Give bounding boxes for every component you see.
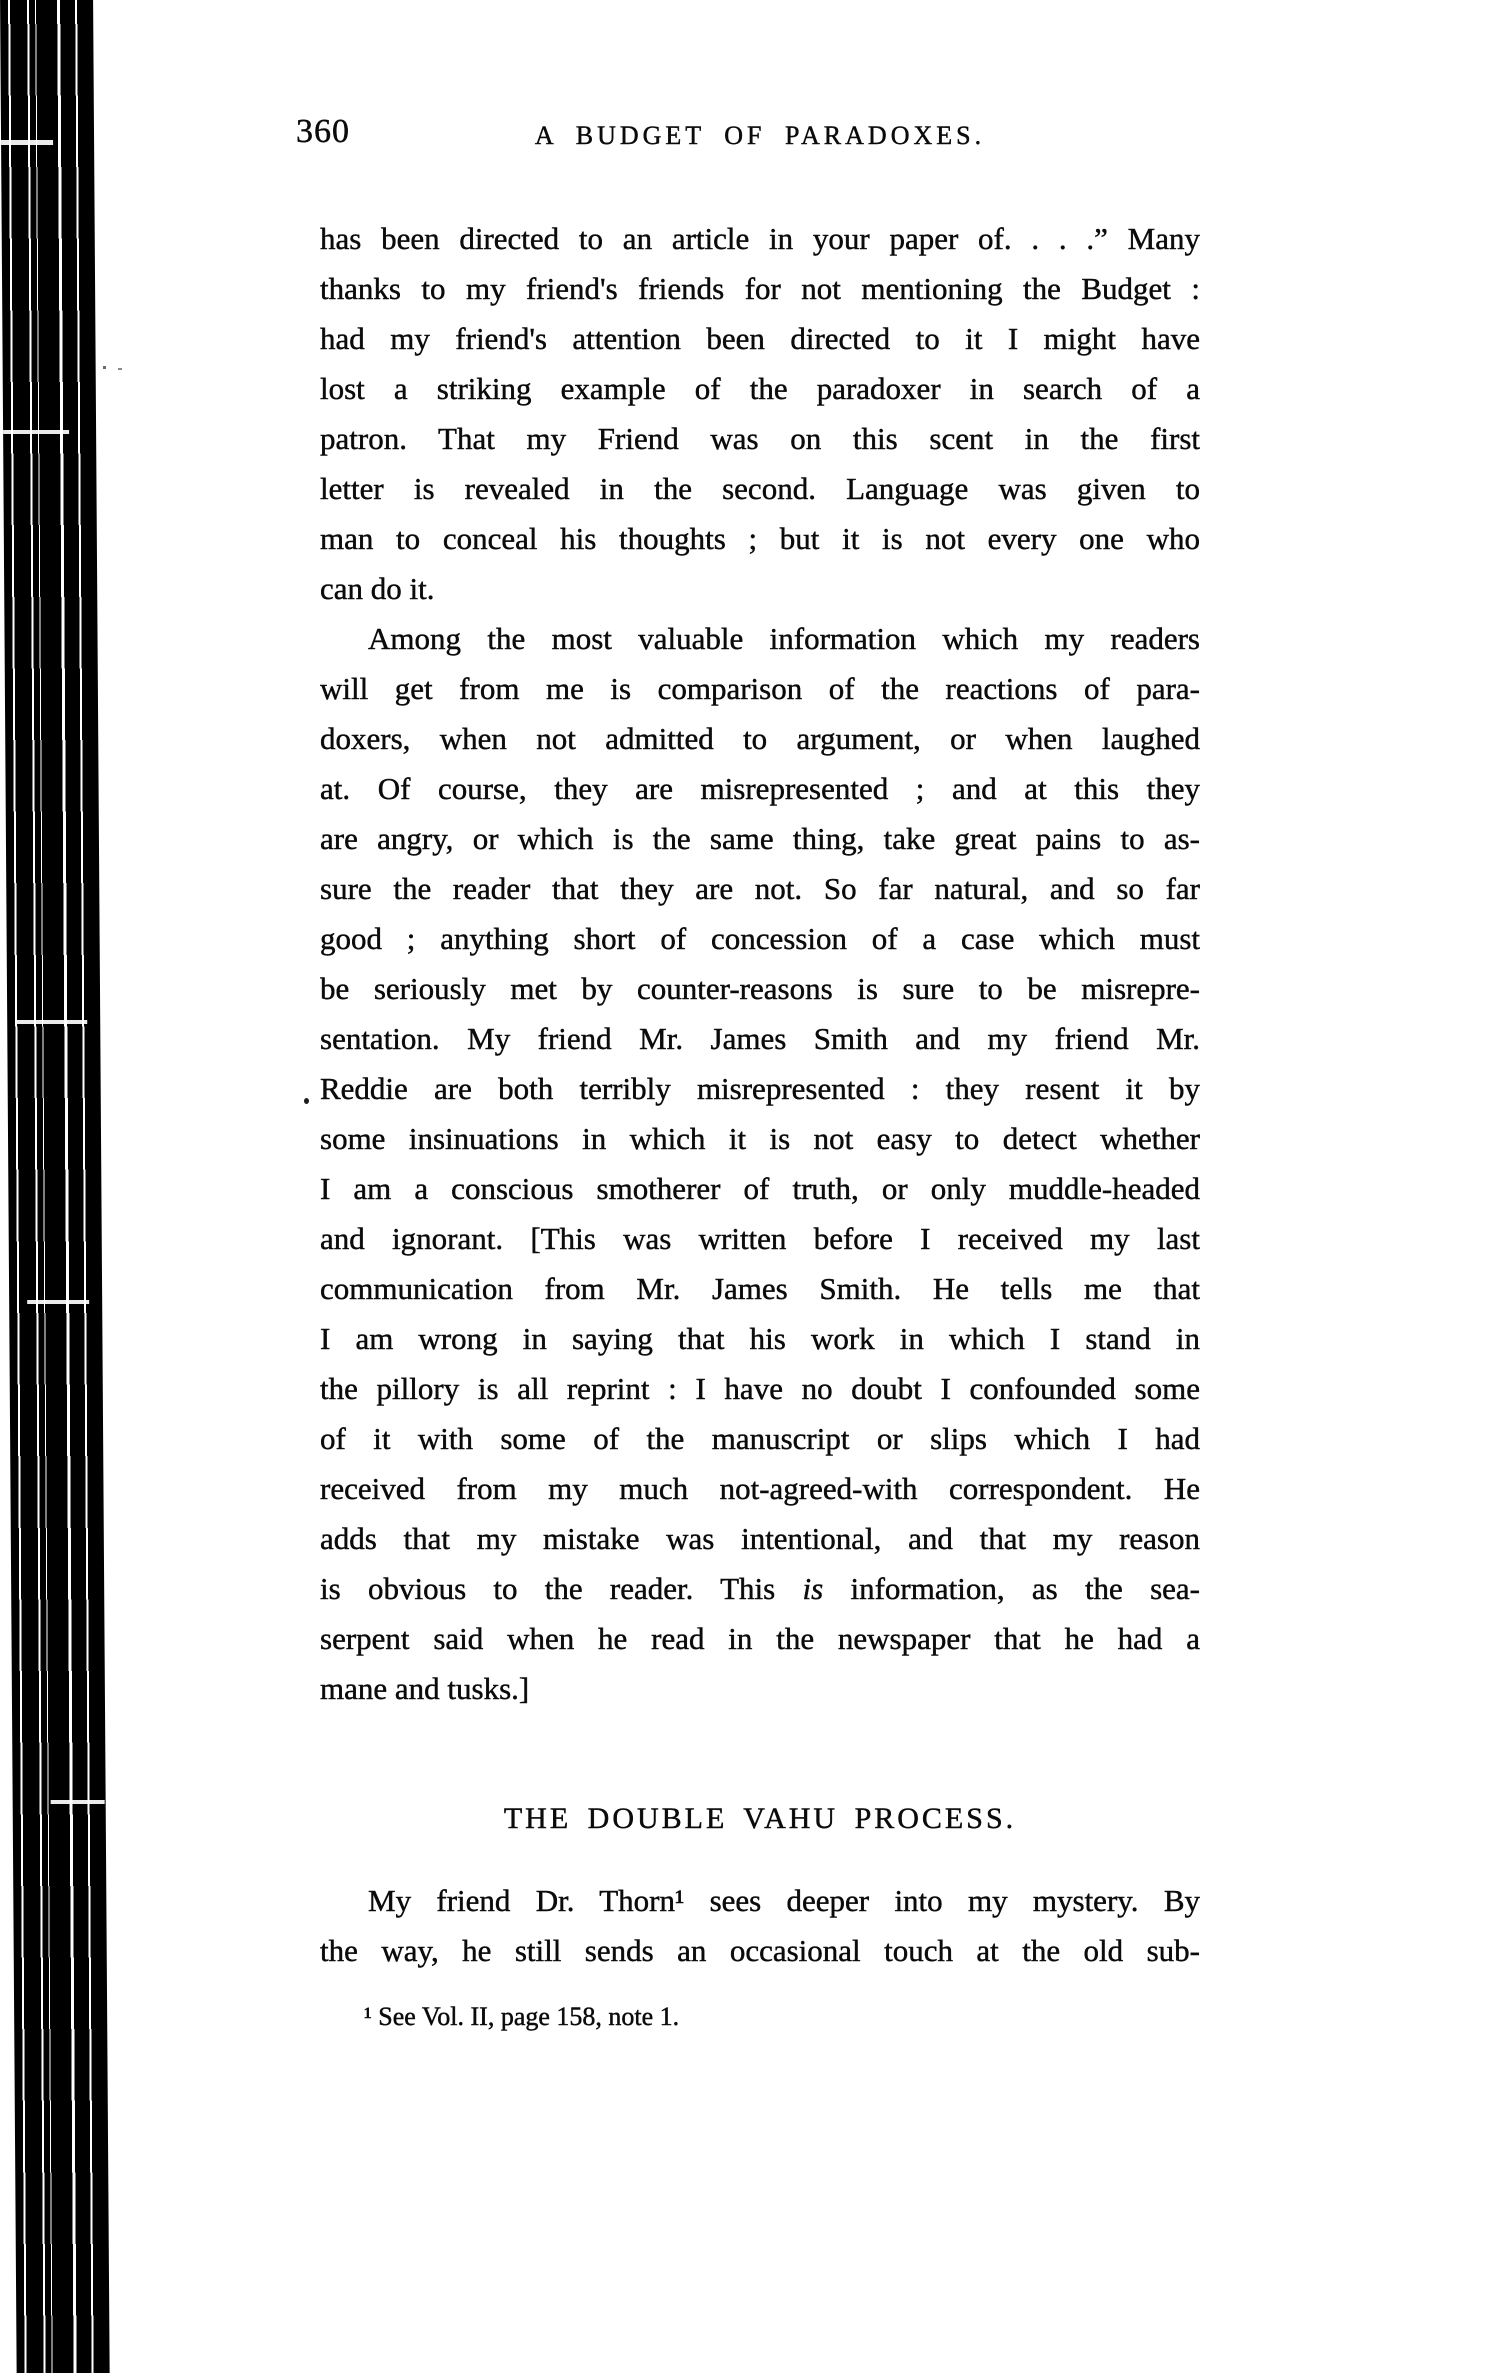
text-line: the way, he still sends an occasional touch at the old sub- bbox=[320, 1933, 1200, 1968]
text-line: sure the reader that they are not. So far natural, and so far bbox=[320, 871, 1200, 906]
text-line bbox=[320, 1564, 1200, 1614]
text-segment: is obvious to the reader. This bbox=[320, 1571, 803, 1606]
text-line: Reddie are both terribly misrepresented : they resent it by bbox=[320, 1071, 1200, 1106]
page-number: 360 bbox=[296, 113, 350, 150]
text-line: good ; anything short of concession of a case which must bbox=[320, 921, 1200, 956]
scan-gap bbox=[27, 1300, 89, 1304]
section-heading: THE DOUBLE VAHU PROCESS. bbox=[503, 1802, 1017, 1835]
text-line: mane and tusks.] bbox=[320, 1671, 530, 1706]
text-line: serpent said when he read in the newspaper that he had a bbox=[320, 1621, 1200, 1656]
ink-speck bbox=[304, 1098, 309, 1104]
text-line: has been directed to an article in your paper of. . . .” Many bbox=[320, 221, 1200, 256]
text-line: of it with some of the manuscript or slips which I had bbox=[320, 1421, 1200, 1456]
scan-gap bbox=[1, 140, 53, 145]
text-line: patron. That my Friend was on this scent in the first bbox=[320, 421, 1200, 456]
text-line: received from my much not-agreed-with correspondent. He bbox=[320, 1471, 1200, 1506]
scan-gap bbox=[51, 1800, 105, 1804]
text-line: the pillory is all reprint : I have no doubt I confounded some bbox=[320, 1371, 1200, 1406]
scan-gap bbox=[15, 1020, 87, 1024]
text-line: thanks to my friend's friends for not mentioning the Budget : bbox=[320, 271, 1200, 306]
text-line: adds that my mistake was intentional, and that my reason bbox=[320, 1521, 1200, 1556]
footnote: ¹ See Vol. II, page 158, note 1. bbox=[364, 2002, 680, 2031]
scan-gap bbox=[3, 430, 69, 434]
text-line: can do it. bbox=[320, 571, 435, 606]
paragraph bbox=[320, 214, 1200, 614]
text-line: some insinuations in which it is not easy to detect whether bbox=[320, 1121, 1200, 1156]
text-line: will get from me is comparison of the reactions of para- bbox=[320, 671, 1200, 706]
text-line: man to conceal his thoughts ; but it is not every one who bbox=[320, 521, 1200, 556]
text-line: had my friend's attention been directed to it I might have bbox=[320, 321, 1200, 356]
text-line: are angry, or which is the same thing, take great pains to as- bbox=[320, 821, 1200, 856]
text-line: communication from Mr. James Smith. He tells me that bbox=[320, 1271, 1200, 1306]
ink-speck bbox=[118, 368, 122, 370]
text-line: be seriously met by counter-reasons is sure to be misrepre- bbox=[320, 971, 1200, 1006]
paragraph bbox=[320, 1876, 1200, 1976]
ink-speck bbox=[103, 366, 106, 369]
paragraph bbox=[320, 614, 1200, 1714]
text-line: at. Of course, they are misrepresented ; and at this they bbox=[320, 771, 1200, 806]
text-segment: information, as the sea- bbox=[823, 1571, 1200, 1606]
text-line: doxers, when not admitted to argument, or when laughed bbox=[320, 721, 1200, 756]
text-line: and ignorant. [This was written before I received my last bbox=[320, 1221, 1200, 1256]
text-line: I am wrong in saying that his work in which I stand in bbox=[320, 1321, 1200, 1356]
text-line: Among the most valuable information which my readers bbox=[368, 621, 1200, 656]
running-header: A BUDGET OF PARADOXES. bbox=[534, 121, 986, 150]
text-line: lost a striking example of the paradoxer in search of a bbox=[320, 371, 1200, 406]
text-line: My friend Dr. Thorn¹ sees deeper into my mystery. By bbox=[368, 1883, 1200, 1918]
italic-word: is bbox=[802, 1571, 824, 1606]
text-line: letter is revealed in the second. Language was given to bbox=[320, 471, 1200, 506]
scan-artifact-band bbox=[0, 0, 110, 2373]
page-body bbox=[320, 214, 1200, 2036]
text-line: sentation. My friend Mr. James Smith and my friend Mr. bbox=[320, 1021, 1200, 1056]
text-line: I am a conscious smotherer of truth, or only muddle-headed bbox=[320, 1171, 1200, 1206]
